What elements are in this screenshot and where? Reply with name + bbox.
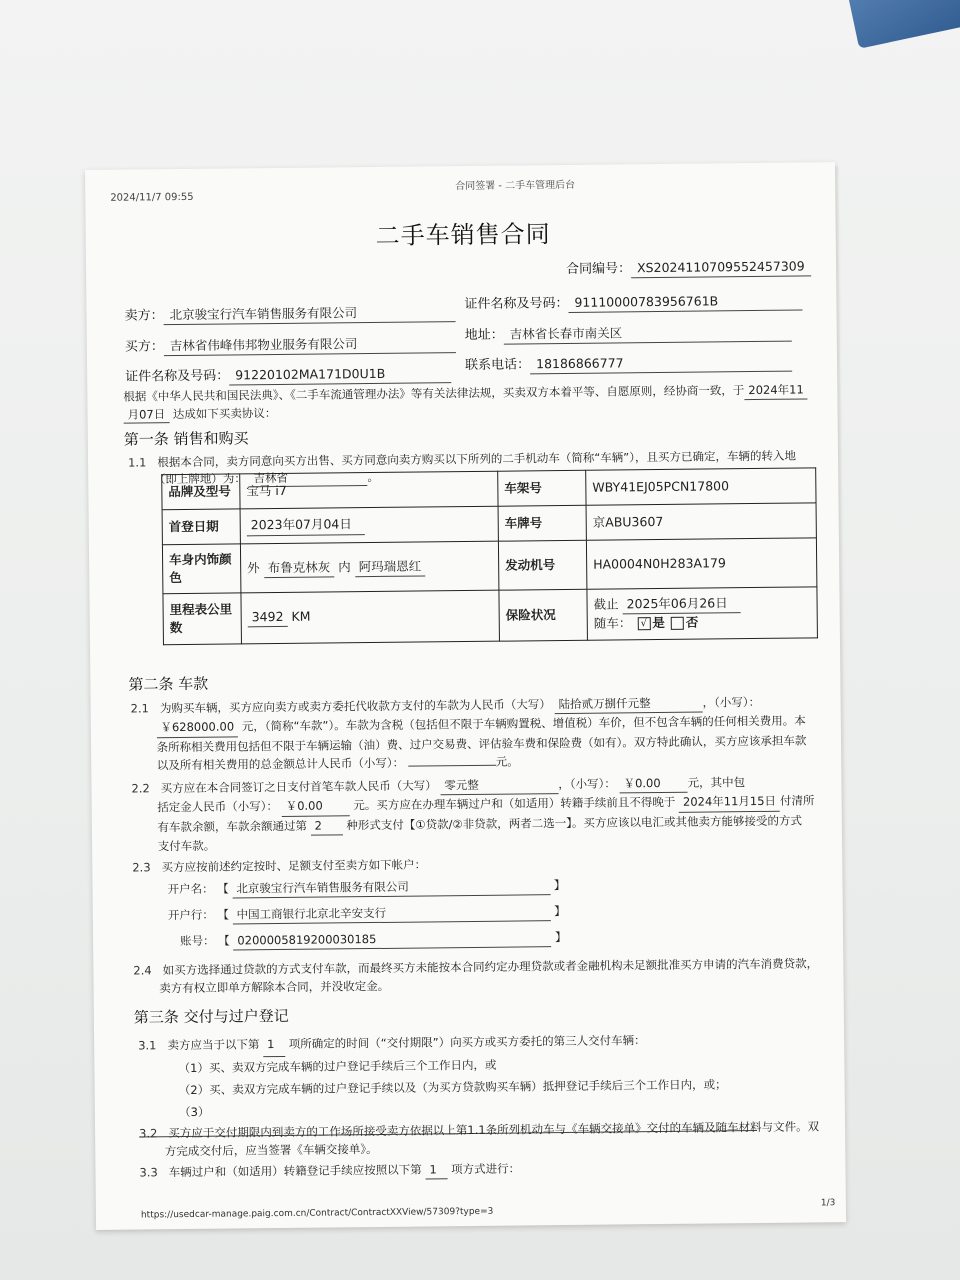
insurance-with-car-label: 随车：	[593, 615, 632, 632]
mileage-unit: KM	[291, 608, 311, 625]
clause-text: 项所确定的时间（“交付期限”）向买方或买方委托的第三人交付车辆：	[288, 1033, 646, 1051]
yes-checkbox: √	[637, 617, 650, 630]
price-upper: 陆拾贰万捌仟元整	[554, 694, 702, 715]
clause-text: 方完成交付后，应当签署《车辆交接单》。	[164, 1142, 378, 1159]
article-1-title: 第一条 销售和购买	[123, 429, 249, 449]
vehicle-table	[161, 467, 818, 644]
buyer-id-label: 证件名称及号码：	[125, 368, 230, 385]
down-payment-upper: 零元整	[440, 775, 558, 796]
clause-text: 为购买车辆，买方应向卖方或卖方委托代收款方支付的车款为人民币（大写）	[159, 697, 551, 716]
transfer-option: 1	[425, 1161, 447, 1179]
clause-number: 3.3	[139, 1165, 158, 1180]
print-page-title: 合同签署 - 二手车管理后台	[455, 179, 576, 193]
clause-text: 元，（简称“车款”）。车款为含税（包括但不限于车辆购置税、增值税）车价，但不包含车辆的任何相关费用。本	[241, 713, 806, 734]
footer-url: https://usedcar-manage.paig.com.cn/Contract/ContractXXView/57309?type=3	[140, 1206, 494, 1221]
intro-paragraph	[123, 381, 813, 424]
color-cell	[240, 541, 499, 593]
contract-number-label: 合同编号：	[565, 261, 632, 277]
buyer-label: 买方：	[124, 339, 164, 355]
clause-number: 2.4	[133, 963, 152, 978]
seller-id-row	[464, 291, 802, 314]
reg-date-value: 2023年07月04日	[247, 516, 365, 536]
clause-text: 如买方选择通过贷款的方式支付车款，而最终买方未能按本合同约定办理贷款或者金融机构未足额批准买方申请的汽车消费贷款，	[162, 956, 819, 978]
account-number-row	[180, 929, 567, 951]
buyer-phone-row	[465, 353, 792, 376]
clause-text: 付清所	[779, 793, 815, 809]
clause-text: 元，其中包	[687, 775, 746, 790]
bank-row	[168, 903, 566, 925]
clause-text: 卖方应当于以下第	[167, 1037, 260, 1053]
seller-id-label: 证件名称及号码：	[464, 295, 569, 313]
clause-text: 买方应于交付期限内到卖方的工作场所接受卖方依据以上第1.1条所列机动车与《车辆交接单》交付的车辆及随车材料与文件。双	[168, 1119, 820, 1141]
destination-place: 吉林省	[249, 469, 367, 488]
account-number: 0200005819200030185	[233, 929, 551, 950]
buyer-row	[125, 334, 456, 357]
clause-2-2	[131, 772, 822, 856]
bracket-left: 【	[217, 907, 230, 922]
buyer-id: 91220102MA171D0U1B	[229, 364, 451, 385]
brand-value: 宝马 i7	[240, 471, 498, 509]
clause-text: ，（小写）：	[702, 694, 761, 710]
contract-page	[85, 162, 846, 1230]
bracket-left: 【	[218, 933, 230, 948]
insurance-cell	[587, 587, 818, 640]
insurance-until-prefix: 截止	[593, 596, 619, 612]
clause-text: 条所称相关费用包括但不限于车辆运输（油）费、过户交易费、评估验车费和保险费（如有）。双方特此确认，买方应该承担车款	[156, 733, 807, 755]
contract-number-row	[566, 257, 811, 279]
buyer-phone: 18186866777	[530, 353, 792, 375]
buyer-address-row	[465, 323, 792, 346]
yes-label: 是	[652, 615, 665, 631]
clause-text: 元。	[495, 754, 519, 769]
total-amount-blank	[408, 765, 496, 767]
bank-label: 开户行：	[167, 907, 214, 923]
bracket-right: 】	[554, 904, 566, 919]
exterior-color: 布鲁克林灰	[264, 558, 335, 578]
account-number-label: 账号：	[180, 933, 215, 949]
clause-2-4	[133, 954, 823, 998]
interior-prefix: 内	[338, 558, 351, 574]
seller-name: 北京骏宝行汽车销售服务有限公司	[163, 303, 455, 325]
article-3-title: 第三条 交付与过户登记	[133, 1006, 289, 1027]
intro-post: 达成如下买卖协议：	[172, 405, 277, 421]
insurance-until: 2025年06月26日	[622, 594, 740, 614]
brand-label: 品牌及型号	[162, 474, 240, 510]
clause-text: 支付车款。	[157, 838, 216, 854]
table-row	[163, 587, 817, 644]
down-payment-lower: ￥0.00	[619, 774, 687, 794]
clause-text: 车辆过户和（如适用）转籍登记手续应按照以下第	[168, 1162, 422, 1180]
plate-label: 车牌号	[498, 505, 586, 541]
payment-deadline: 2024年11月15日	[679, 792, 780, 812]
clause-number: 2.3	[132, 860, 151, 875]
insurance-label: 保险状况	[499, 590, 588, 641]
print-datetime: 2024/11/7 09:55	[110, 191, 194, 204]
background-object	[844, 0, 960, 49]
buyer-address-label: 地址：	[464, 327, 504, 344]
bank-name: 中国工商银行北京北辛安支行	[233, 903, 551, 924]
payment-method: 2	[311, 816, 343, 836]
clause-number: 1.1	[127, 455, 147, 470]
clause-text-cont: （即上牌地）为：	[153, 471, 246, 486]
clause-text: 卖方有权立即单方解除本合同，并没收定金。	[159, 979, 390, 996]
account-name: 北京骏宝行汽车销售服务有限公司	[232, 877, 550, 898]
page-number: 1/3	[820, 1198, 836, 1209]
mileage-value: 3492	[248, 608, 288, 628]
mileage-label: 里程表公里数	[163, 593, 242, 644]
buyer-address: 吉林省长春市南关区	[504, 323, 792, 345]
clause-text: 种形式支付【①贷款/②非贷款，两者二选一】。买方应该以电汇或其他卖方能够接受的方式	[346, 813, 803, 833]
seller-label: 卖方：	[124, 308, 164, 324]
engine-label: 发动机号	[498, 540, 587, 590]
clause-number: 3.1	[138, 1038, 157, 1053]
delivery-option-2: （2）买、卖双方完成车辆的过户登记手续以及（为买方贷款购买车辆）抵押登记手续后三个工作日内，或；	[178, 1077, 727, 1097]
clause-text: 元。买方应在办理车辆过户和（如适用）转籍手续前且不得晚于	[353, 795, 676, 813]
clause-number: 2.1	[130, 701, 150, 716]
bracket-right: 】	[553, 878, 566, 893]
clause-text: 买方应按前述约定按时、足额支付至卖方如下帐户：	[161, 857, 427, 875]
vin-label: 车架号	[498, 470, 586, 506]
clause-text: 括定金人民币（小写）：	[157, 799, 279, 815]
account-name-row	[167, 877, 565, 899]
price-lower: ￥628000.00	[156, 718, 238, 738]
deposit-amount: ￥0.00	[282, 797, 350, 817]
reg-date-label: 首登日期	[162, 509, 240, 545]
clause-3-3	[139, 1160, 520, 1182]
clause-number: 2.2	[131, 781, 150, 796]
delivery-option-3: （3）	[179, 1104, 210, 1119]
clause-2-1	[131, 692, 822, 775]
account-name-label: 开户名：	[167, 881, 214, 897]
seller-row	[124, 303, 455, 326]
intro-text: 根据《中华人民共和国民法典》、《二手车流通管理办法》等有关法律法规，买卖双方本着平等、自愿原则，经协商一致，于	[123, 383, 745, 404]
clause-text: 买方应在本合同签订之日支付首笔车款人民币（大写）	[160, 778, 437, 796]
vin-value: WBY41EJ05PCN17800	[586, 468, 816, 505]
clause-2-3	[132, 856, 426, 876]
clause-end: 。	[367, 469, 380, 484]
buyer-name: 吉林省伟峰伟邦物业服务有限公司	[164, 334, 456, 356]
contract-number: XS2024110709552457309	[631, 257, 811, 278]
bracket-left: 【	[217, 881, 229, 896]
clause-3-2	[139, 1117, 829, 1161]
intro-date-cont: 月07日	[123, 406, 169, 424]
clause-number: 3.2	[139, 1126, 158, 1141]
article-2-title: 第二条 车款	[128, 674, 209, 694]
clause-text: 以及所有相关费用的总金额总计人民币（小写）：	[156, 755, 405, 773]
clause-text: 根据本合同，卖方同意向买方出售、买方同意向卖方购买以下所列的二手机动车（简称“车辆”），且买方已确定，车辆的转入地	[157, 448, 797, 470]
reg-date-cell	[240, 506, 498, 544]
bracket-right: 】	[554, 930, 567, 945]
delivery-option-1: （1）买、卖双方完成车辆的过户登记手续后三个工作日内，或	[178, 1057, 497, 1075]
engine-value: HA0004N0H283A179	[586, 538, 817, 590]
buyer-id-row	[125, 364, 451, 387]
clause-text: 有车款余额，车款余额通过第	[157, 818, 308, 835]
table-row	[162, 538, 816, 594]
buyer-phone-label: 联系电话：	[464, 357, 531, 374]
seller-id: 91110000783956761B	[568, 291, 802, 313]
clause-text: 项方式进行：	[450, 1161, 521, 1177]
color-label: 车身内饰颜色	[162, 544, 241, 594]
delivery-option: 1	[263, 1034, 285, 1057]
no-label: 否	[685, 614, 699, 631]
intro-date: 2024年11	[744, 381, 808, 399]
no-checkbox	[671, 617, 684, 630]
mileage-cell	[241, 590, 500, 643]
plate-value: 京ABU3607	[586, 503, 816, 540]
exterior-prefix: 外	[247, 559, 260, 575]
interior-color: 阿玛瑞恩红	[355, 557, 426, 577]
clause-text: ，（小写）：	[558, 776, 616, 792]
document-title: 二手车销售合同	[375, 220, 551, 250]
